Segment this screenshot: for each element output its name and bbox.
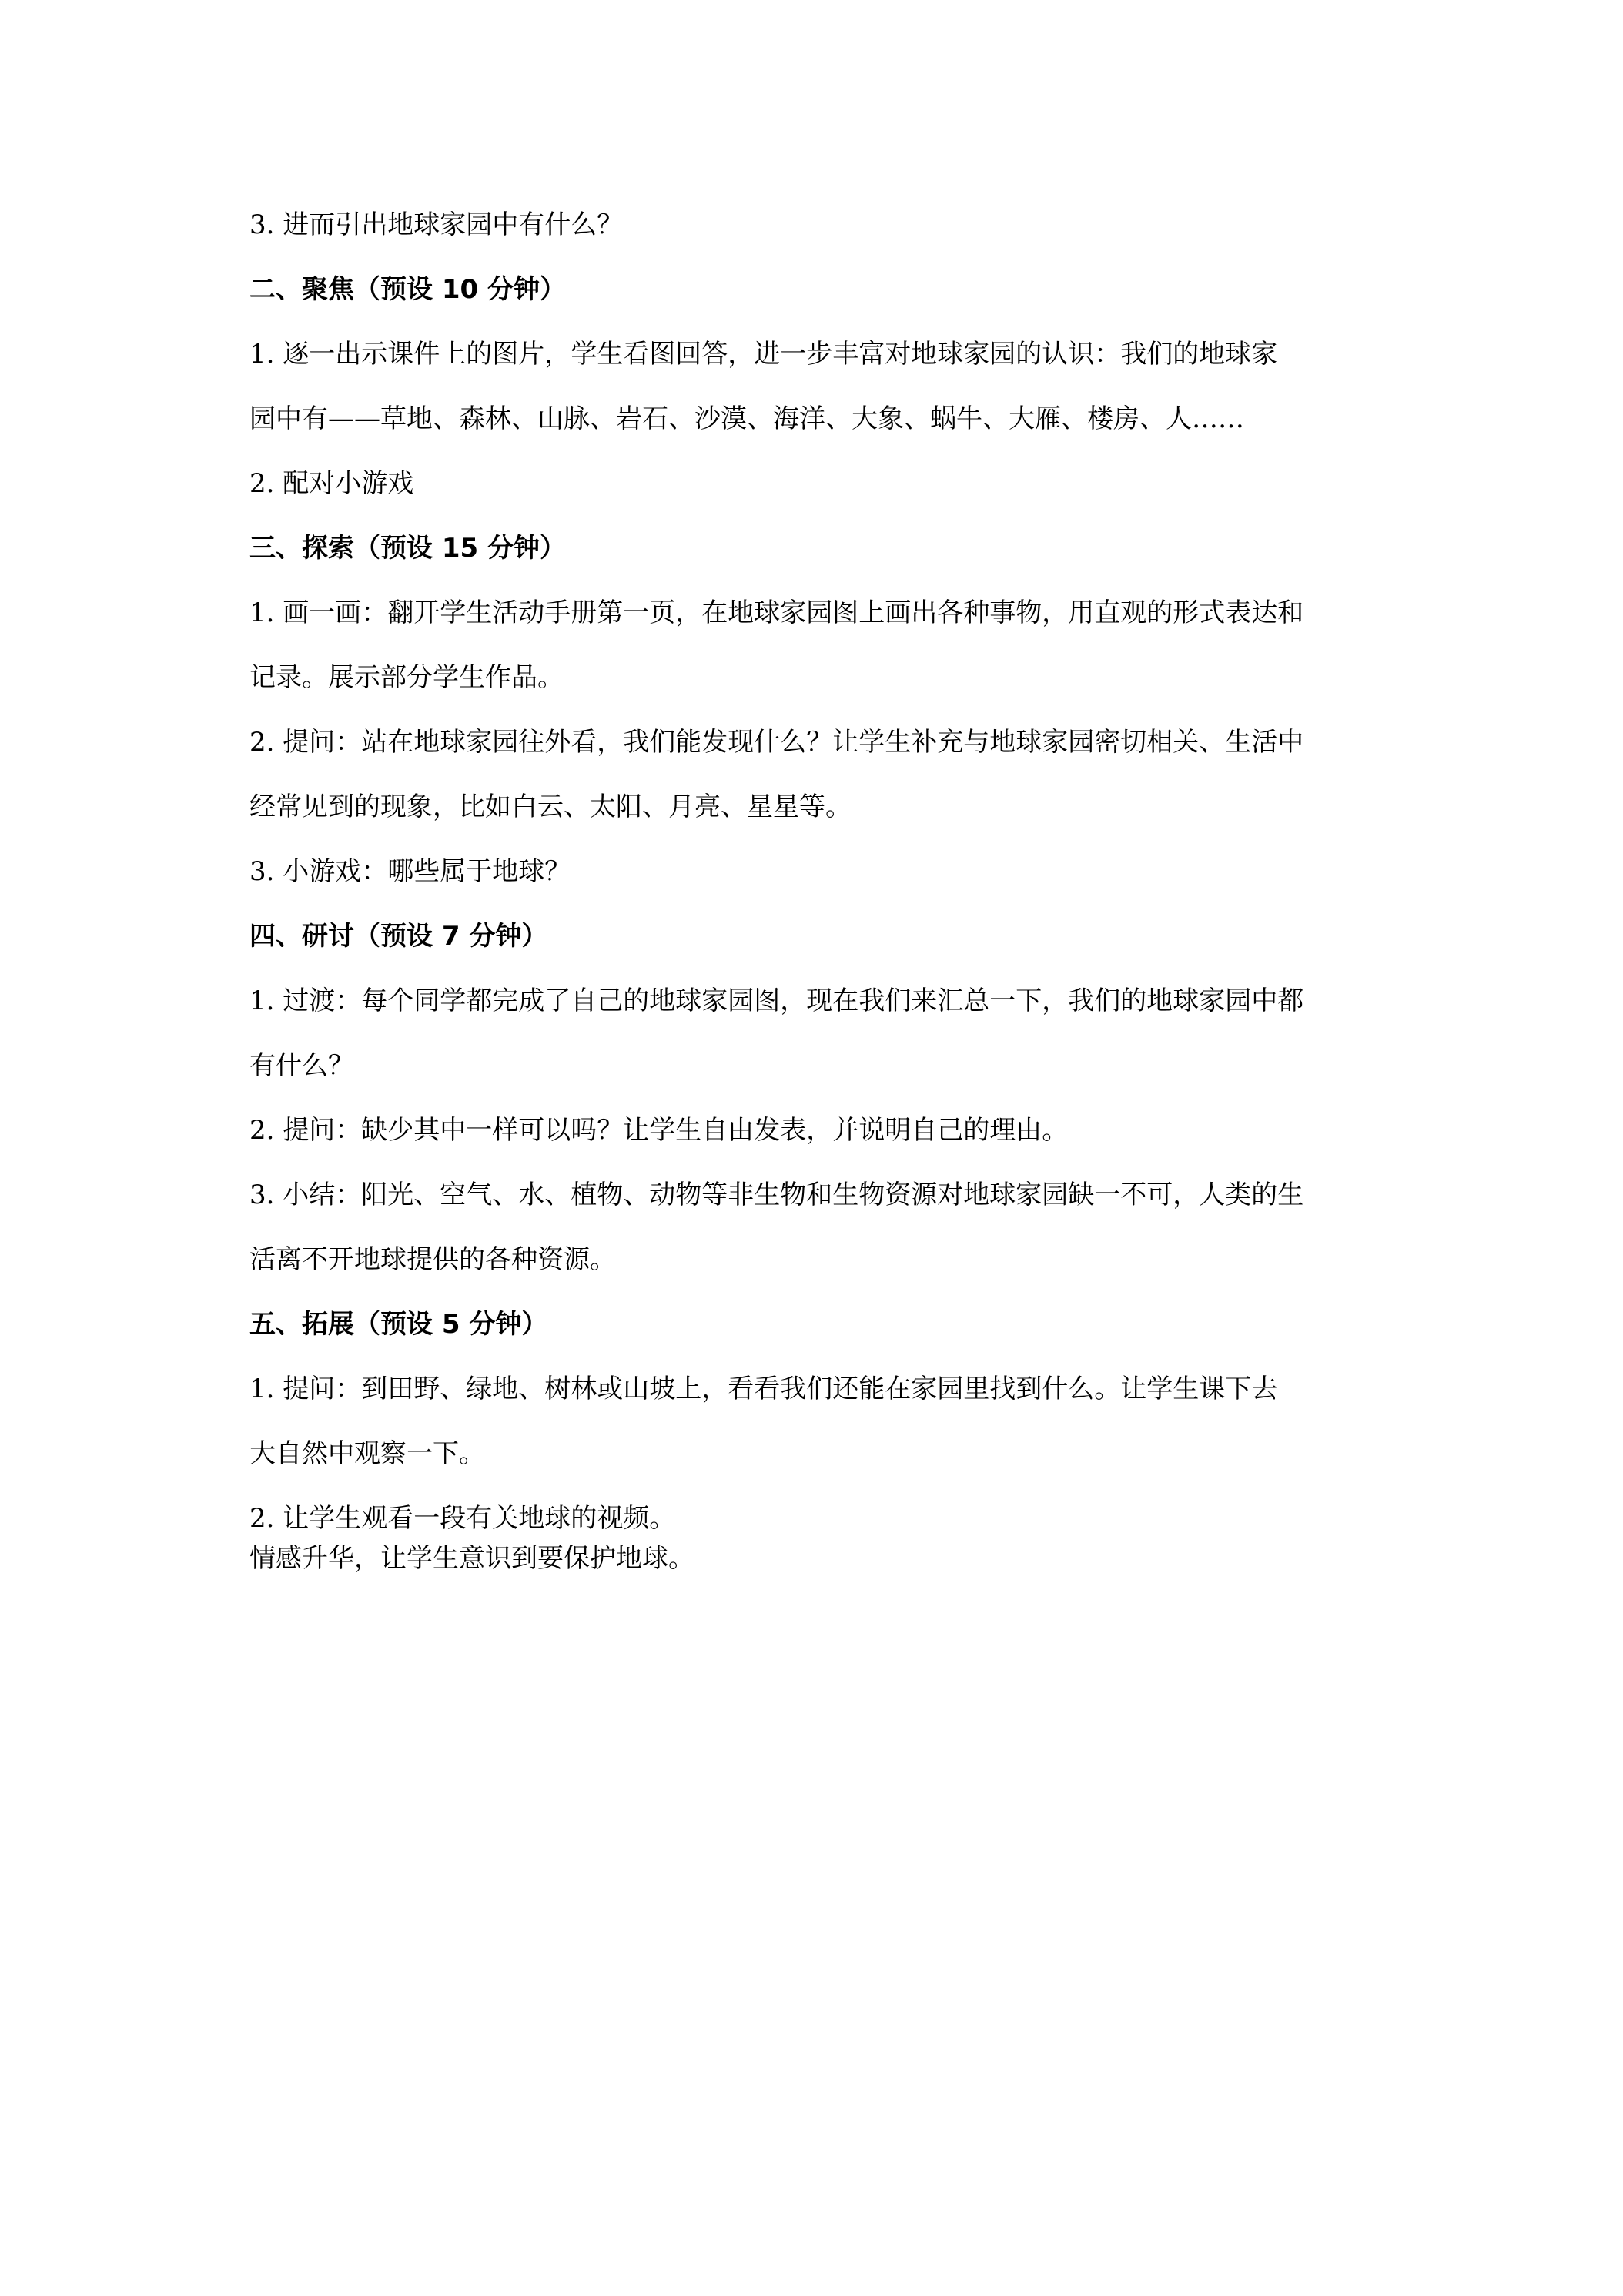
focus-item-2: 2. 配对小游戏 bbox=[249, 468, 414, 499]
explore-item-1-line-1: 1. 画一画：翻开学生活动手册第一页，在地球家园图上画出各种事物，用直观的形式表达和 bbox=[249, 597, 1304, 628]
discuss-item-2: 2. 提问：缺少其中一样可以吗？让学生自由发表，并说明自己的理由。 bbox=[249, 1115, 1069, 1146]
document-body bbox=[249, 208, 1389, 1575]
section-heading-extend: 五、拓展（预设 5 分钟） bbox=[249, 1309, 548, 1340]
focus-item-1-line-1: 1. 逐一出示课件上的图片，学生看图回答，进一步丰富对地球家园的认识：我们的地球家 bbox=[249, 339, 1278, 370]
section-heading-discuss: 四、研讨（预设 7 分钟） bbox=[249, 921, 548, 952]
section-heading-explore: 三、探索（预设 15 分钟） bbox=[249, 533, 566, 564]
explore-item-1 bbox=[249, 596, 1389, 694]
focus-item-1 bbox=[249, 337, 1389, 436]
extend-item-1 bbox=[249, 1372, 1389, 1471]
discuss-item-1-line-1: 1. 过渡：每个同学都完成了自己的地球家园图，现在我们来汇总一下，我们的地球家园中都 bbox=[249, 986, 1304, 1016]
focus-item-1-line-2: 园中有——草地、森林、山脉、岩石、沙漠、海洋、大象、蜗牛、大雁、楼房、人…… bbox=[249, 403, 1244, 434]
explore-item-1-line-2: 记录。展示部分学生作品。 bbox=[249, 662, 564, 693]
discuss-item-3-line-1: 3. 小结：阳光、空气、水、植物、动物等非生物和生物资源对地球家园缺一不可，人类的生 bbox=[249, 1180, 1304, 1210]
explore-item-2-line-2: 经常见到的现象，比如白云、太阳、月亮、星星等。 bbox=[249, 792, 852, 822]
explore-item-2-line-1: 2. 提问：站在地球家园往外看，我们能发现什么？让学生补充与地球家园密切相关、生活中 bbox=[249, 727, 1304, 758]
discuss-item-1 bbox=[249, 984, 1389, 1083]
extend-item-1-line-2: 大自然中观察一下。 bbox=[249, 1438, 485, 1469]
discuss-item-3-line-2: 活离不开地球提供的各种资源。 bbox=[249, 1244, 616, 1275]
discuss-item-1-line-2: 有什么？ bbox=[249, 1050, 354, 1081]
explore-item-3: 3. 小游戏：哪些属于地球？ bbox=[249, 856, 571, 887]
step-3-intro: 3. 进而引出地球家园中有什么？ bbox=[249, 209, 624, 240]
extend-item-1-line-1: 1. 提问：到田野、绿地、树林或山坡上，看看我们还能在家园里找到什么。让学生课下去 bbox=[249, 1374, 1278, 1404]
section-heading-focus: 二、聚焦（预设 10 分钟） bbox=[249, 274, 566, 305]
closing-sentence: 情感升华，让学生意识到要保护地球。 bbox=[249, 1543, 694, 1574]
extend-item-2: 2. 让学生观看一段有关地球的视频。 bbox=[249, 1503, 676, 1534]
discuss-item-3 bbox=[249, 1178, 1389, 1277]
explore-item-2 bbox=[249, 725, 1389, 824]
